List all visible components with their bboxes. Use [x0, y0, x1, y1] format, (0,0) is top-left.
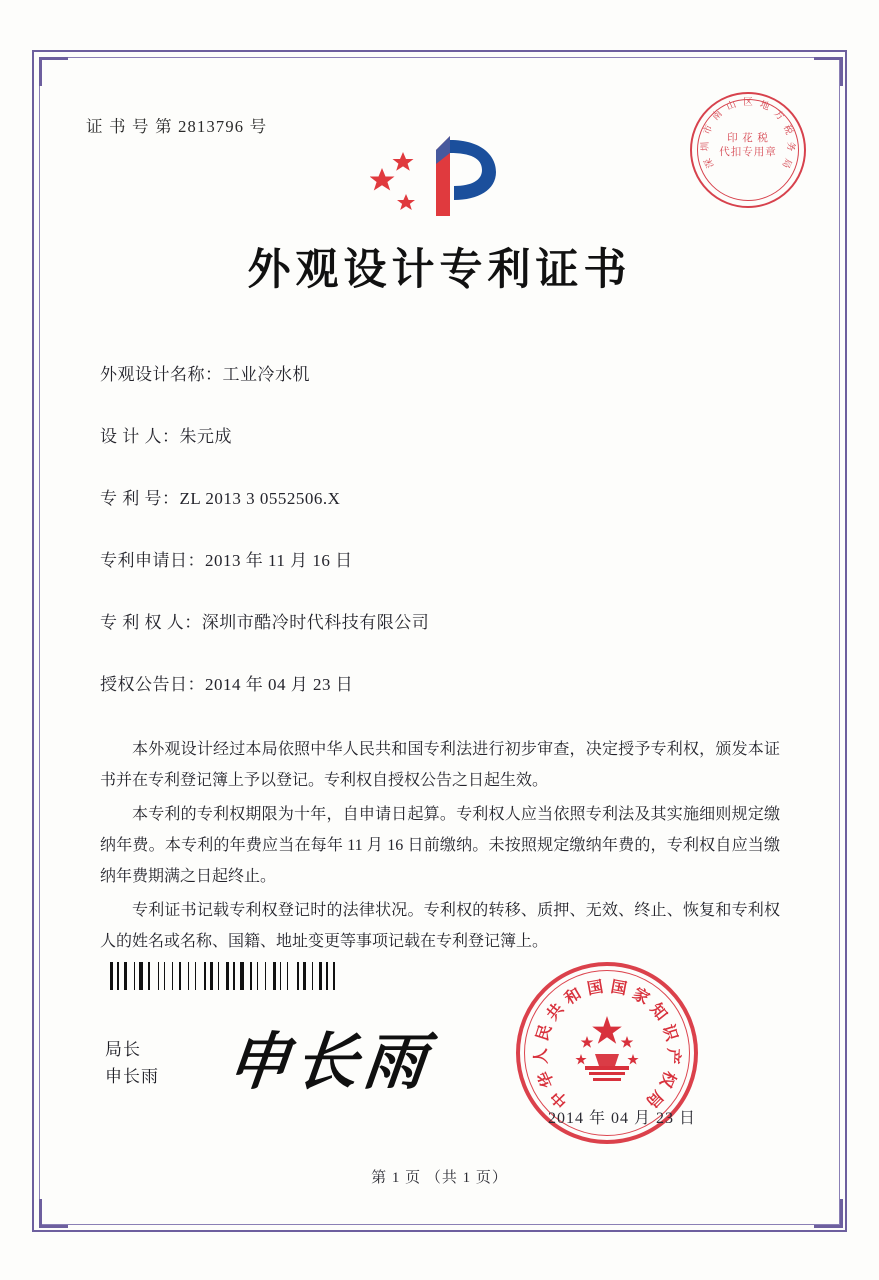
- seal-arc-char: 和: [562, 985, 585, 1009]
- barcode-bar: [253, 962, 255, 990]
- field-value: 工业冷水机: [222, 365, 310, 384]
- signature-title: 局长: [105, 1040, 141, 1059]
- field-list: [100, 360, 800, 732]
- field-label: 专 利 权 人：: [100, 613, 202, 632]
- barcode-bar: [337, 962, 340, 990]
- barcode-bar: [152, 962, 155, 990]
- border-corner-top-right: [814, 57, 843, 86]
- field-row: [100, 670, 800, 732]
- barcode-bar: [331, 962, 332, 990]
- seal-arc-char: 权: [656, 1068, 679, 1090]
- field-value: 深圳市酷冷时代科技有限公司: [201, 613, 430, 632]
- barcode-bar: [326, 962, 328, 990]
- barcode-bar: [114, 962, 115, 990]
- paragraph: 专利证书记载专利权登记时的法律状况。专利权的转移、质押、无效、终止、恢复和专利权人的姓名或名称、国籍、地址变更等事项记载在专利登记簿上。: [100, 902, 780, 950]
- barcode-bar: [207, 962, 208, 990]
- field-row: [100, 484, 800, 546]
- seal-arc-char: 地: [758, 99, 771, 113]
- barcode-bar: [168, 962, 171, 990]
- barcode-bar: [268, 962, 270, 990]
- barcode-bar: [164, 962, 165, 990]
- barcode-bar: [300, 962, 301, 990]
- seal-arc-char: 民: [534, 1022, 556, 1044]
- signature-name: 申长雨: [105, 1067, 159, 1086]
- seal-arc-char: 方: [771, 108, 786, 123]
- seal-arc-char: 国: [585, 978, 605, 999]
- barcode-bar: [290, 962, 294, 990]
- seal-center-text: [692, 132, 804, 160]
- barcode-bar: [195, 962, 196, 990]
- barcode-bar: [218, 962, 219, 990]
- seal-arc-char: 人: [532, 1047, 551, 1065]
- barcode-bar: [226, 962, 229, 990]
- barcode-bar: [110, 962, 113, 990]
- seal-arc-char: 中: [548, 1086, 572, 1111]
- barcode-bar: [198, 962, 201, 990]
- barcode-bar: [323, 962, 324, 990]
- barcode-bar: [158, 962, 159, 990]
- seal-arc-char: 深: [703, 156, 717, 170]
- barcode-bar: [303, 962, 306, 990]
- seal-arc-char: 区: [743, 98, 753, 108]
- field-row: [100, 546, 800, 608]
- barcode-bar: [280, 962, 281, 990]
- barcode-bar: [124, 962, 127, 990]
- seal-arc-char: 税: [780, 123, 794, 137]
- barcode-bar: [287, 962, 288, 990]
- barcode-bar: [240, 962, 244, 990]
- barcode-bar: [122, 962, 123, 990]
- barcode-bar: [284, 962, 286, 990]
- border-corner-bottom-right: [814, 1199, 843, 1228]
- barcode-bar: [139, 962, 143, 990]
- seal-arc-char: 局: [779, 156, 793, 170]
- field-label: 专 利 号：: [100, 489, 180, 508]
- barcode-bar: [257, 962, 258, 990]
- barcode-bar: [297, 962, 299, 990]
- paragraph: 本外观设计经过本局依照中华人民共和国专利法进行初步审查，决定授予专利权，颁发本证书并在专利登记簿上予以登记。专利权自授权公告之日起生效。: [100, 741, 780, 789]
- barcode-bar: [230, 962, 231, 990]
- barcode-bar: [277, 962, 278, 990]
- barcode-bar: [188, 962, 189, 990]
- seal-arc-char: 家: [629, 985, 652, 1009]
- barcode-bar: [182, 962, 186, 990]
- barcode-bar: [129, 962, 131, 990]
- barcode-bar: [175, 962, 176, 990]
- barcode-bar: [315, 962, 316, 990]
- patent-barcode: [110, 962, 354, 990]
- barcode-bar: [172, 962, 173, 990]
- cnipa-logo: [370, 128, 510, 224]
- issue-date-stamp: 2014 年 04 月 23 日: [548, 1110, 697, 1127]
- barcode-bar: [179, 962, 181, 990]
- barcode-bar: [261, 962, 264, 990]
- barcode-bar: [134, 962, 135, 990]
- field-value: ZL 2013 3 0552506.X: [179, 489, 341, 508]
- field-row: [100, 360, 800, 422]
- barcode-bar: [246, 962, 247, 990]
- field-label: 设 计 人：: [100, 427, 180, 446]
- national-emblem-icon: [567, 1010, 647, 1090]
- field-label: 外观设计名称：: [100, 365, 223, 384]
- seal-arc-char: 共: [544, 1000, 568, 1024]
- barcode-bar: [146, 962, 147, 990]
- barcode-bar: [148, 962, 150, 990]
- barcode-bar: [333, 962, 335, 990]
- certificate-number: 证 书 号 第 2813796 号: [86, 117, 268, 136]
- barcode-bar: [319, 962, 322, 990]
- field-value: 2013 年 11 月 16 日: [205, 551, 353, 570]
- barcode-bar: [204, 962, 206, 990]
- seal-arc-char: 国: [609, 978, 629, 999]
- barcode-bar: [233, 962, 235, 990]
- barcode-bar: [273, 962, 276, 990]
- barcode-bar: [312, 962, 313, 990]
- border-corner-top-left: [39, 57, 68, 86]
- seal-arc-char: 知: [646, 1000, 670, 1024]
- barcode-bar: [265, 962, 266, 990]
- body-text: [100, 734, 780, 960]
- border-corner-bottom-left: [39, 1199, 68, 1228]
- seal-arc-char: 产: [663, 1047, 682, 1065]
- seal-arc-char: 山: [725, 99, 738, 113]
- handwritten-signature: 申长雨: [223, 1025, 436, 1098]
- field-value: 朱元成: [179, 427, 232, 446]
- signature-block: [105, 1036, 159, 1090]
- field-row: [100, 608, 800, 670]
- seal-center-line-1: 印 花 税: [727, 133, 769, 144]
- barcode-bar: [216, 962, 217, 990]
- barcode-bar: [238, 962, 239, 990]
- seal-center-line-2: 代扣专用章: [719, 147, 777, 158]
- field-value: 2014 年 04 月 23 日: [205, 675, 354, 694]
- seal-arc-char: 圳: [700, 141, 712, 152]
- page-title: 外观设计专利证书: [247, 245, 632, 295]
- seal-arc-char: 市: [702, 123, 716, 137]
- field-label: 授权公告日：: [100, 675, 205, 694]
- barcode-bar: [160, 962, 162, 990]
- seal-arc-char: 华: [535, 1068, 558, 1090]
- barcode-bar: [221, 962, 223, 990]
- barcode-bar: [250, 962, 252, 990]
- seal-arc-char: 务: [784, 141, 796, 152]
- tax-stamp-seal: [690, 92, 806, 208]
- field-row: [100, 422, 800, 484]
- seal-arc-char: 识: [658, 1022, 680, 1044]
- seal-arc-char: 局: [642, 1086, 666, 1111]
- barcode-bar: [210, 962, 213, 990]
- seal-arc-char: 南: [710, 108, 725, 123]
- page-footer: 第 1 页 （共 1 页）: [371, 1170, 508, 1186]
- barcode-bar: [136, 962, 137, 990]
- barcode-bar: [192, 962, 194, 990]
- paragraph: 本专利的专利权期限为十年，自申请日起算。专利权人应当依照专利法及其实施细则规定缴纳年费。本专利的年费应当在每年 11 月 16 日前缴纳。未按照规定缴纳年费的，专利权自应当缴纳年费期满之日起终止。: [100, 806, 780, 885]
- field-label: 专利申请日：: [100, 551, 205, 570]
- barcode-bar: [309, 962, 311, 990]
- barcode-bar: [117, 962, 119, 990]
